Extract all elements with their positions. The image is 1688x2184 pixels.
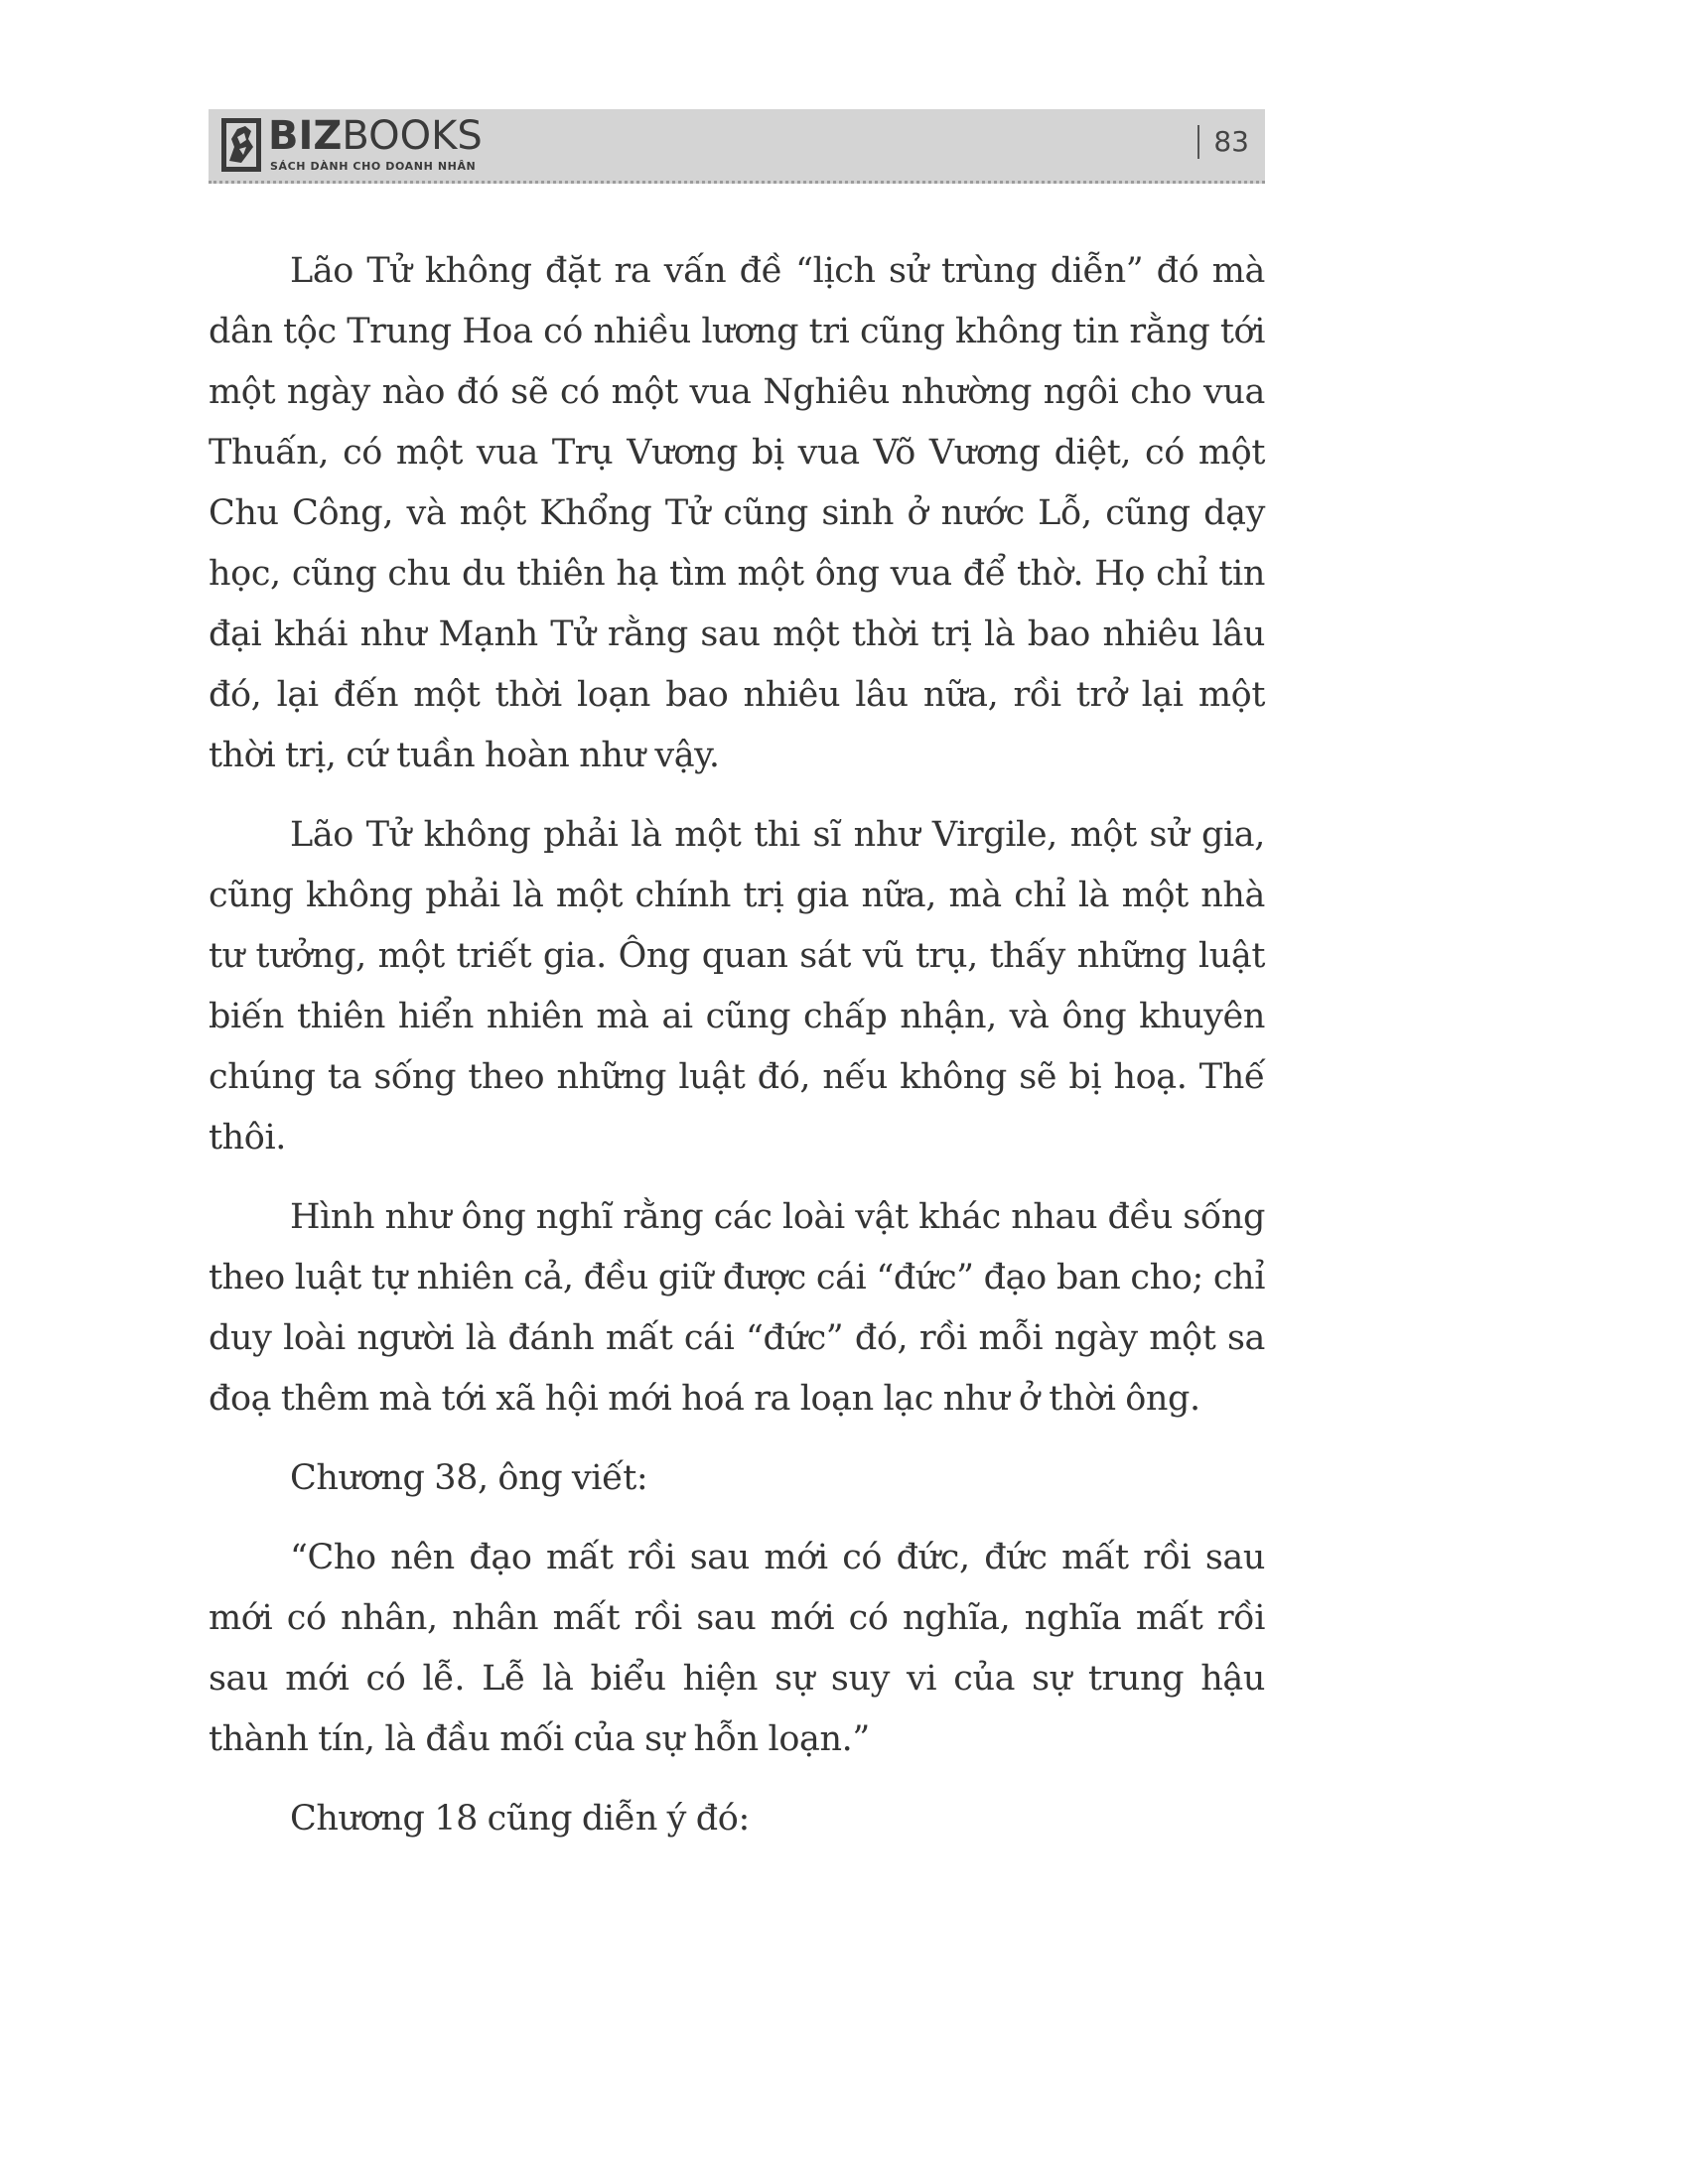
- body-paragraph: Lão Tử không đặt ra vấn đề “lịch sử trùng diễn” đó mà dân tộc Trung Hoa có nhiều lương tri cũng không tin rằng tới một ngày nào đó sẽ có một vua Nghiêu nhường ngôi cho vua Thuấn, có một vua Trụ Vương bị vua Võ Vương diệt, có một Chu Công, và một Khổng Tử cũng sinh ở nước Lỗ, cũng dạy học, cũng chu du thiên hạ tìm một ông vua để thờ. Họ chỉ tin đại khái như Mạnh Tử rằng sau một thời trị là bao nhiêu lâu đó, lại đến một thời loạn bao nhiêu lâu nữa, rồi trở lại một thời trị, cứ tuần hoàn như vậy.: [209, 251, 1265, 775]
- chapter-reference: Chương 38, ông viết:: [290, 1458, 648, 1498]
- page-header: [209, 109, 1265, 184]
- body-paragraph: Hình như ông nghĩ rằng các loài vật khác nhau đều sống theo luật tự nhiên cả, đều giữ được cái “đức” đạo ban cho; chỉ duy loài người là đánh mất cái “đức” đó, rồi mỗi ngày một sa đoạ thêm mà tới xã hội mới hoá ra loạn lạc như ở thời ông.: [209, 1197, 1265, 1419]
- brand-name-bold: BIZ: [268, 113, 343, 159]
- brand-tagline: SÁCH DÀNH CHO DOANH NHÂN: [270, 160, 477, 173]
- chapter-reference: Chương 18 cũng diễn ý đó:: [290, 1799, 750, 1839]
- bizbooks-logo-icon: [220, 117, 262, 173]
- brand-name: [268, 112, 483, 160]
- page-body: [209, 241, 1265, 1868]
- body-paragraph: Lão Tử không phải là một thi sĩ như Virgile, một sử gia, cũng không phải là một chính trị gia nữa, mà chỉ là một nhà tư tưởng, một triết gia. Ông quan sát vũ trụ, thấy những luật biến thiên hiển nhiên mà ai cũng chấp nhận, và ông khuyên chúng ta sống theo những luật đó, nếu không sẽ bị hoạ. Thế thôi.: [209, 815, 1265, 1158]
- quotation-paragraph: “Cho nên đạo mất rồi sau mới có đức, đức mất rồi sau mới có nhân, nhân mất rồi sau mới có nghĩa, nghĩa mất rồi sau mới có lễ. Lễ là biểu hiện sự suy vi của sự trung hậu thành tín, là đầu mối của sự hỗn loạn.”: [209, 1538, 1265, 1759]
- page-number: 83: [1197, 125, 1249, 159]
- brand-name-light: BOOKS: [342, 113, 483, 159]
